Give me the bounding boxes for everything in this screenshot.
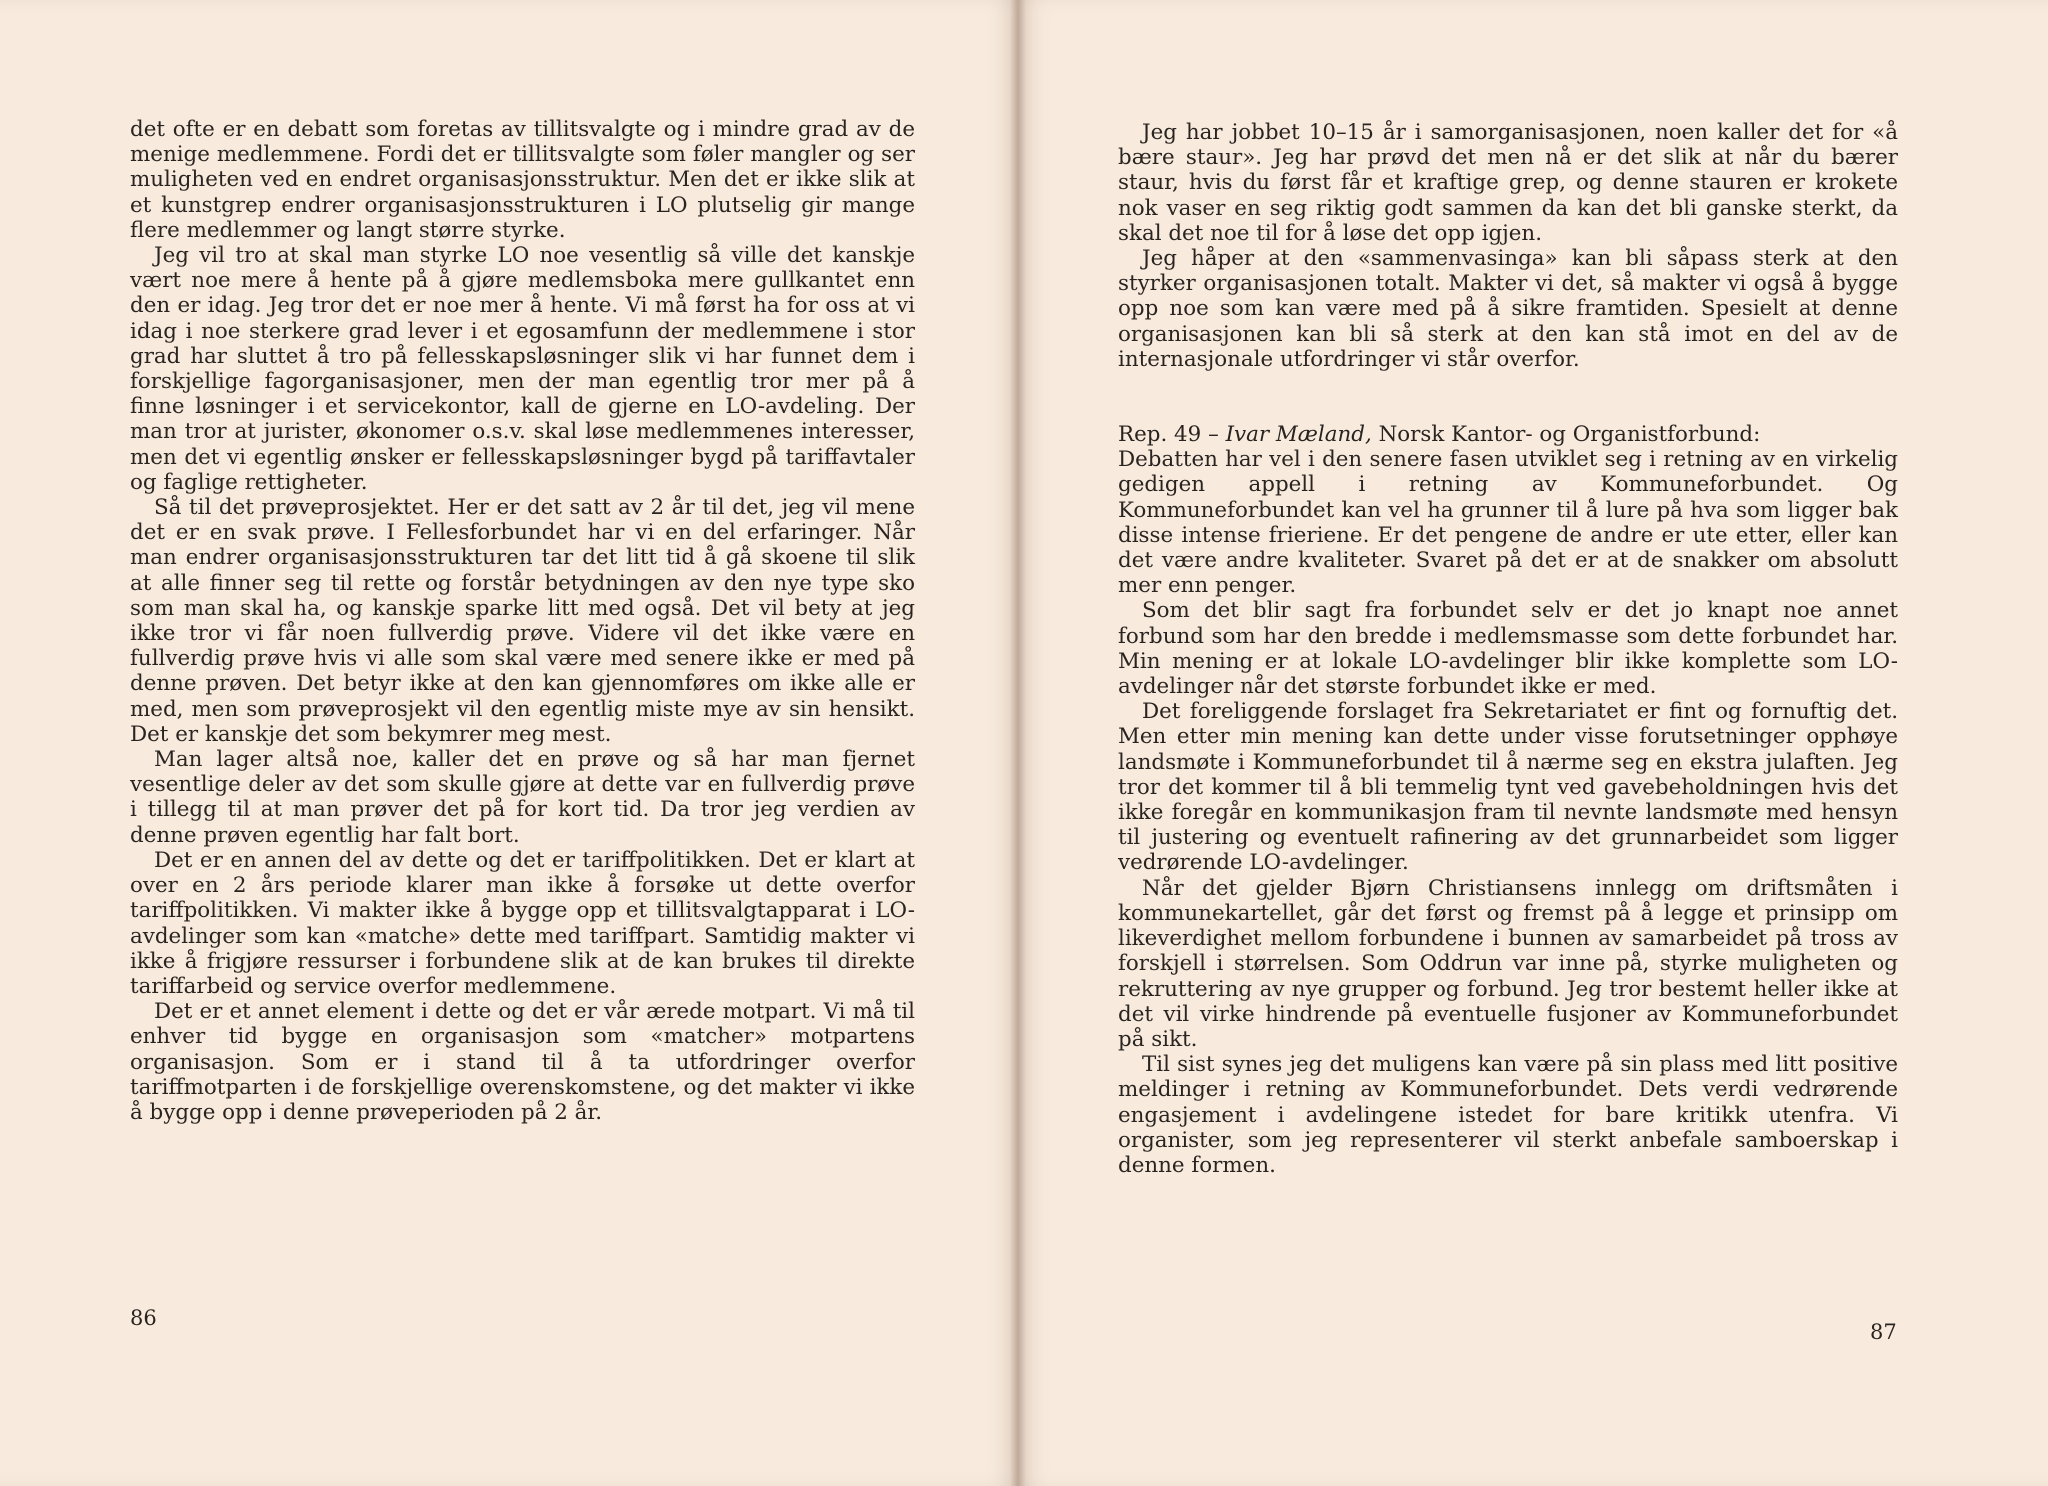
paragraph: Jeg vil tro at skal man styrke LO noe vesentlig så ville det kanskje vært noe mere å hente på å gjøre medlemsboka mere gullkantet enn den er idag. Jeg tror det er noe mer å hente. Vi må først ha for oss at vi idag i noe sterkere grad lever i et egosamfunn der medlemmene i stor grad har sluttet å tro på fellesskapsløsninger slik vi har funnet dem i forskjellige fagorganisasjoner, men der man egentlig tror mer på å finne løsninger i et servicekontor, kall de gjerne en LO-avdeling. Der man tror at jurister, økonomer o.s.v. skal løse medlemmenes interesser, men det vi egentlig ønsker er fellesskapsløsninger bygd på tariffavtaler og faglige rettigheter. — [130, 243, 915, 495]
paragraph: Man lager altså noe, kaller det en prøve og så har man fjernet vesentlige deler av det som skulle gjøre at dette var en fullverdig prøve i tillegg til at man prøver det på for kort tid. Da tror jeg verdien av denne prøven egentlig har falt bort. — [130, 747, 915, 848]
speaker-prefix: Rep. 49 – — [1118, 422, 1226, 448]
paragraph: Til sist synes jeg det muligens kan være på sin plass med litt positive meldinger i retning av Kommuneforbundet. Dets verdi vedrørende engasjement i avdelingene istedet for bare kritikk utenfra. Vi organister, som jeg representerer vil sterkt anbefale samboerskap i denne formen. — [1118, 1052, 1898, 1178]
paragraph: Når det gjelder Bjørn Christiansens innlegg om driftsmåten i kommunekartellet, går det først og fremst på å legge et prinsipp om likeverdighet mellom forbundene i bunnen av samarbeidet på tross av forskjell i størrelsen. Som Oddrun var inne på, styrke muligheten og rekruttering av nye grupper og forbund. Jeg tror bestemt heller ikke at det vil virke hindrende på eventuelle fusjoner av Kommuneforbundet på sikt. — [1118, 875, 1898, 1052]
paragraph: Som det blir sagt fra forbundet selv er det jo knapt noe annet forbund som har den bredde i medlemsmasse som dette forbundet har. Min mening er at lokale LO-avdelinger blir ikke komplette som LO-avdelinger når det største forbundet ikke er med. — [1118, 598, 1898, 700]
paragraph: Det foreliggende forslaget fra Sekretariatet er fint og fornuftig det. Men etter min mening kan dette under visse forutsetninger opphøye landsmøte i Kommuneforbundet til å nærme seg en ekstra julaften. Jeg tror det kommer til å bli temmelig tynt ved gavebeholdningen hvis det ikke foregår en kommunikasjon fram til nevnte landsmøte med hensyn til justering og eventuelt rafinering av det grunnarbeidet som ligger vedrørende LO-avdelinger. — [1118, 699, 1898, 876]
page-number-left: 86 — [130, 1306, 157, 1330]
page-number-right: 87 — [1870, 1320, 1897, 1344]
speaker-org: Norsk Kantor- og Organistforbund: — [1371, 422, 1761, 448]
paragraph: Det er en annen del av dette og det er tariffpolitikken. Det er klart at over en 2 års periode klarer man ikke å forsøke ut dette overfor tariffpolitikken. Vi makter ikke å bygge opp et tillitsvalgtapparat i LO-avdelinger som kan «matche» dette med tariffpart. Samtidig makter vi ikke å frigjøre ressurser i forbundene slik at de kan brukes til direkte tariffarbeid og service overfor medlemmene. — [130, 847, 915, 999]
speaker-name: Ivar Mæland, — [1225, 422, 1372, 448]
paragraph: Jeg har jobbet 10–15 år i samorganisasjonen, noen kaller det for «å bære staur». Jeg har prøvd det men nå er det slik at når du bærer staur, hvis du først får et kraftige grep, og denne stauren er krokete nok vaser en seg riktig godt sammen da kan det bli ganske sterkt, da skal det noe til for å løse det opp igjen. — [1118, 120, 1898, 246]
paragraph: Jeg håper at den «sammenvasinga» kan bli såpass sterk at den styrker organisasjonen totalt. Makter vi det, så makter vi også å bygge opp noe som kan være med på å sikre framtiden. Spesielt at denne organisasjonen kan bli så sterk at den kan stå imot en del av de internasjonale utfordringer vi står overfor. — [1118, 246, 1898, 372]
paragraph: det ofte er en debatt som foretas av tillitsvalgte og i mindre grad av de menige medlemmene. Fordi det er tillitsvalgte som føler mangler og ser muligheten ved en endret organisasjonsstruktur. Men det er ikke slik at et kunstgrep endrer organisasjonsstrukturen i LO plutselig gir mange flere medlemmer og langt større styrke. — [130, 117, 915, 243]
speaker-heading — [1118, 422, 1898, 447]
paragraph: Det er et annet element i dette og det er vår ærede motpart. Vi må til enhver tid bygge en organisasjon som «matcher» motpartens organisasjon. Som er i stand til å ta utfordringer overfor tariffmotparten i de forskjellige overenskomstene, og det makter vi ikke å bygge opp i denne prøveperioden på 2 år. — [130, 999, 915, 1125]
paragraph: Så til det prøveprosjektet. Her er det satt av 2 år til det, jeg vil mene det er en svak prøve. I Fellesforbundet har vi en del erfaringer. Når man endrer organisasjonsstrukturen tar det litt tid å gå skoene til slik at alle finner seg til rette og forstår betydningen av den nye type sko som man skal ha, og kanskje sparke litt med også. Det vil bety at jeg ikke tror vi får noen fullverdig prøve. Videre vil det ikke være en fullverdig prøve hvis vi alle som skal være med senere ikke er med på denne prøven. Det betyr ikke at den kan gjennomføres om ikke alle er med, men som prøveprosjekt vil den egentlig miste mye av sin hensikt. Det er kanskje det som bekymrer meg mest. — [130, 495, 915, 747]
left-page-text — [130, 117, 915, 1125]
right-page-text — [1118, 120, 1898, 1178]
paragraph: Debatten har vel i den senere fasen utviklet seg i retning av en virkelig gedigen appell i retning av Kommuneforbundet. Og Kommuneforbundet kan vel ha grunner til å lure på hva som ligger bak disse intense frieriene. Er det pengene de andre er ute etter, eller kan det være andre kvaliteter. Svaret på det er at de snakker om absolutt mer enn penger. — [1118, 447, 1898, 599]
book-gutter — [1010, 0, 1026, 1486]
